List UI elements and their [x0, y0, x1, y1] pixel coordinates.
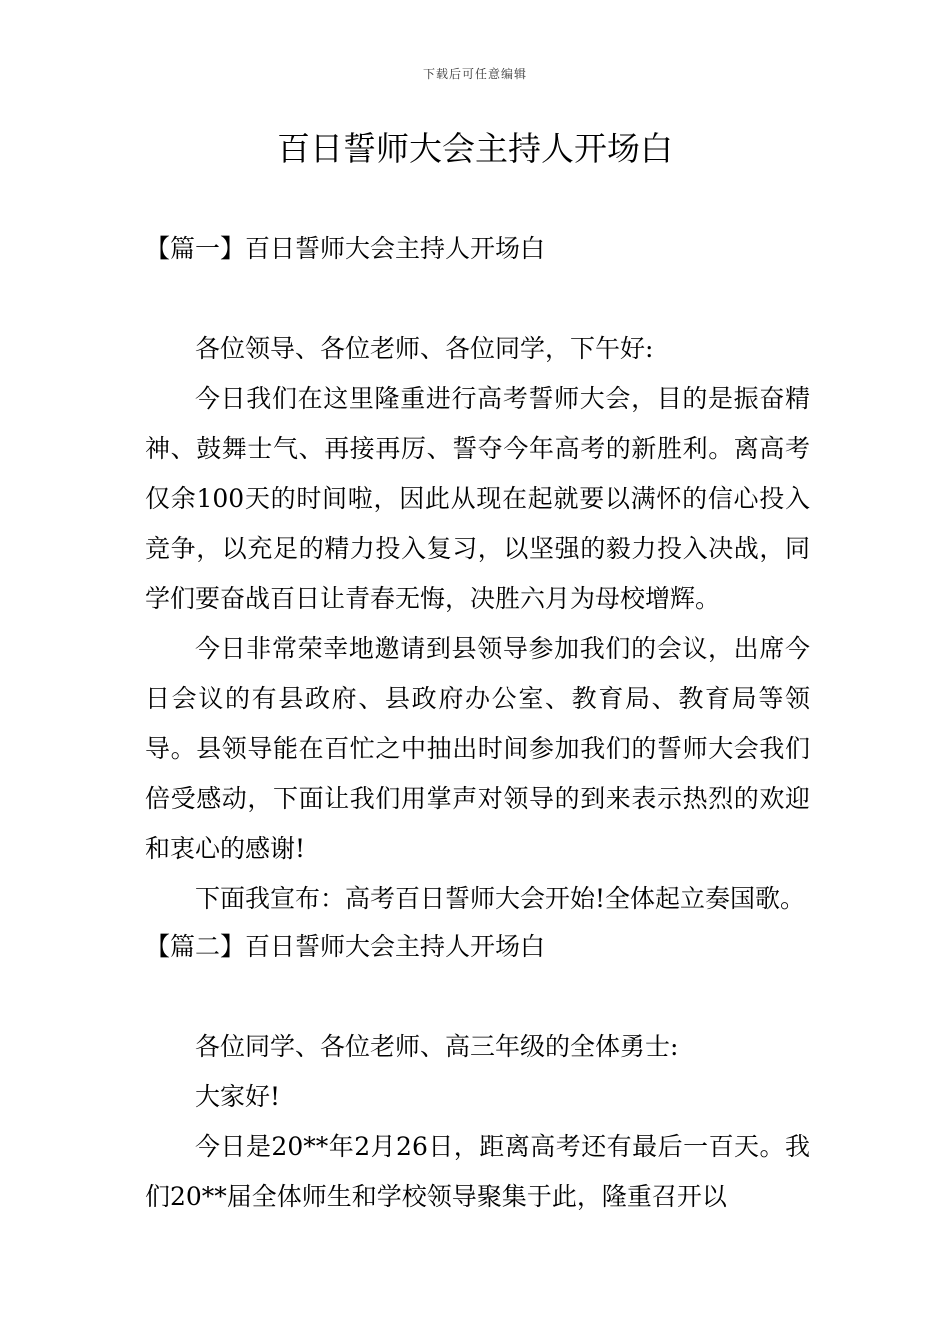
- header-note: 下载后可任意编辑: [422, 67, 527, 81]
- document-title: 百日誓师大会主持人开场白: [277, 129, 673, 168]
- paragraph: 各位同学、各位老师、高三年级的全体勇士:: [195, 1032, 679, 1061]
- section-heading-2: 【篇二】百日誓师大会主持人开场白: [145, 932, 546, 961]
- paragraph: 今日非常荣幸地邀请到县领导参加我们的会议，出席今日会议的有县政府、县政府办公室、教育局、教育局等领导。县领导能在百忙之中抽出时间参加我们的誓师大会我们倍受感动，下面让我们用掌声对领导的到来表示热烈的欢迎和衷心的感谢!: [145, 634, 810, 863]
- section-body-1: [145, 324, 810, 924]
- paragraph: 今日我们在这里隆重进行高考誓师大会，目的是振奋精神、鼓舞士气、再接再厉、誓夺今年高考的新胜利。离高考仅余100天的时间啦，因此从现在起就要以满怀的信心投入竞争，以充足的精力投入复习，以坚强的毅力投入决战，同学们要奋战百日让青春无悔，决胜六月为母校增辉。: [145, 384, 810, 613]
- paragraph: 下面我宣布：高考百日誓师大会开始!全体起立奏国歌。: [195, 884, 806, 913]
- paragraph: 今日是20**年2月26日，距离高考还有最后一百天。我们20**届全体师生和学校领导聚集于此，隆重召开以: [145, 1132, 810, 1211]
- section-body-2: [145, 1022, 810, 1222]
- paragraph: 各位领导、各位老师、各位同学，下午好:: [195, 334, 654, 363]
- paragraph: 大家好!: [195, 1082, 281, 1111]
- section-heading-1: 【篇一】百日誓师大会主持人开场白: [145, 234, 546, 263]
